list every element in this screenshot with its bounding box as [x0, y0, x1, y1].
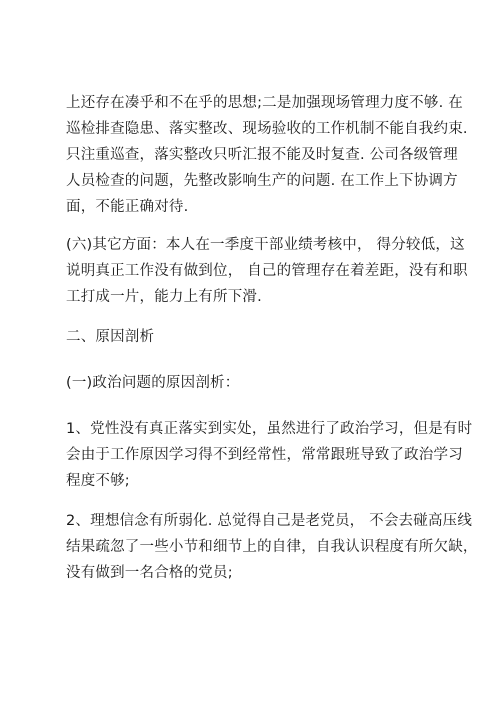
subsection-heading: (一)政治问题的原因剖析： — [66, 375, 240, 391]
text-line: 没有做到一名合格的党员; — [66, 565, 233, 581]
text-line: 巡检排查隐患、落实整改、现场验收的工作机制不能自我约束. — [66, 121, 468, 137]
text-line: (六)其它方面：本人在一季度干部业绩考核中， 得分较低，这 — [66, 237, 465, 253]
text-line: 上还存在凑乎和不在乎的思想;二是加强现场管理力度不够. 在 — [66, 95, 463, 111]
text-line: 人员检查的问题，先整改影响生产的问题. 在工作上下协调方 — [66, 173, 458, 189]
text-line: 结果疏忽了一些小节和细节上的自律，自我认识程度有所欠缺， — [66, 539, 478, 555]
text-line: 会由于工作原因学习得不到经常性，常常跟班导致了政治学习 — [66, 447, 463, 463]
text-line: 只注重巡查，落实整改只听汇报不能及时复查. 公司各级管理 — [66, 147, 458, 163]
paragraph-problem-site-management — [66, 90, 468, 220]
subsection-heading-political — [66, 370, 446, 396]
section-heading-cause-analysis — [66, 324, 446, 350]
text-line: 程度不够; — [66, 473, 130, 489]
paragraph-other-aspects — [66, 232, 468, 310]
text-line: 工打成一片，能力上有所下滑. — [66, 289, 262, 305]
section-heading: 二、原因剖析 — [66, 329, 155, 345]
text-line: 1、党性没有真正落实到实处，虽然进行了政治学习，但是有时 — [66, 421, 473, 437]
paragraph-item-1 — [66, 416, 473, 494]
text-line: 面，不能正确对待. — [66, 199, 189, 215]
text-line: 2、理想信念有所弱化. 总觉得自己是老党员， 不会去碰高压线 — [66, 513, 473, 529]
text-line: 说明真正工作没有做到位， 自己的管理存在着差距，没有和职 — [66, 263, 468, 279]
paragraph-item-2 — [66, 508, 478, 586]
